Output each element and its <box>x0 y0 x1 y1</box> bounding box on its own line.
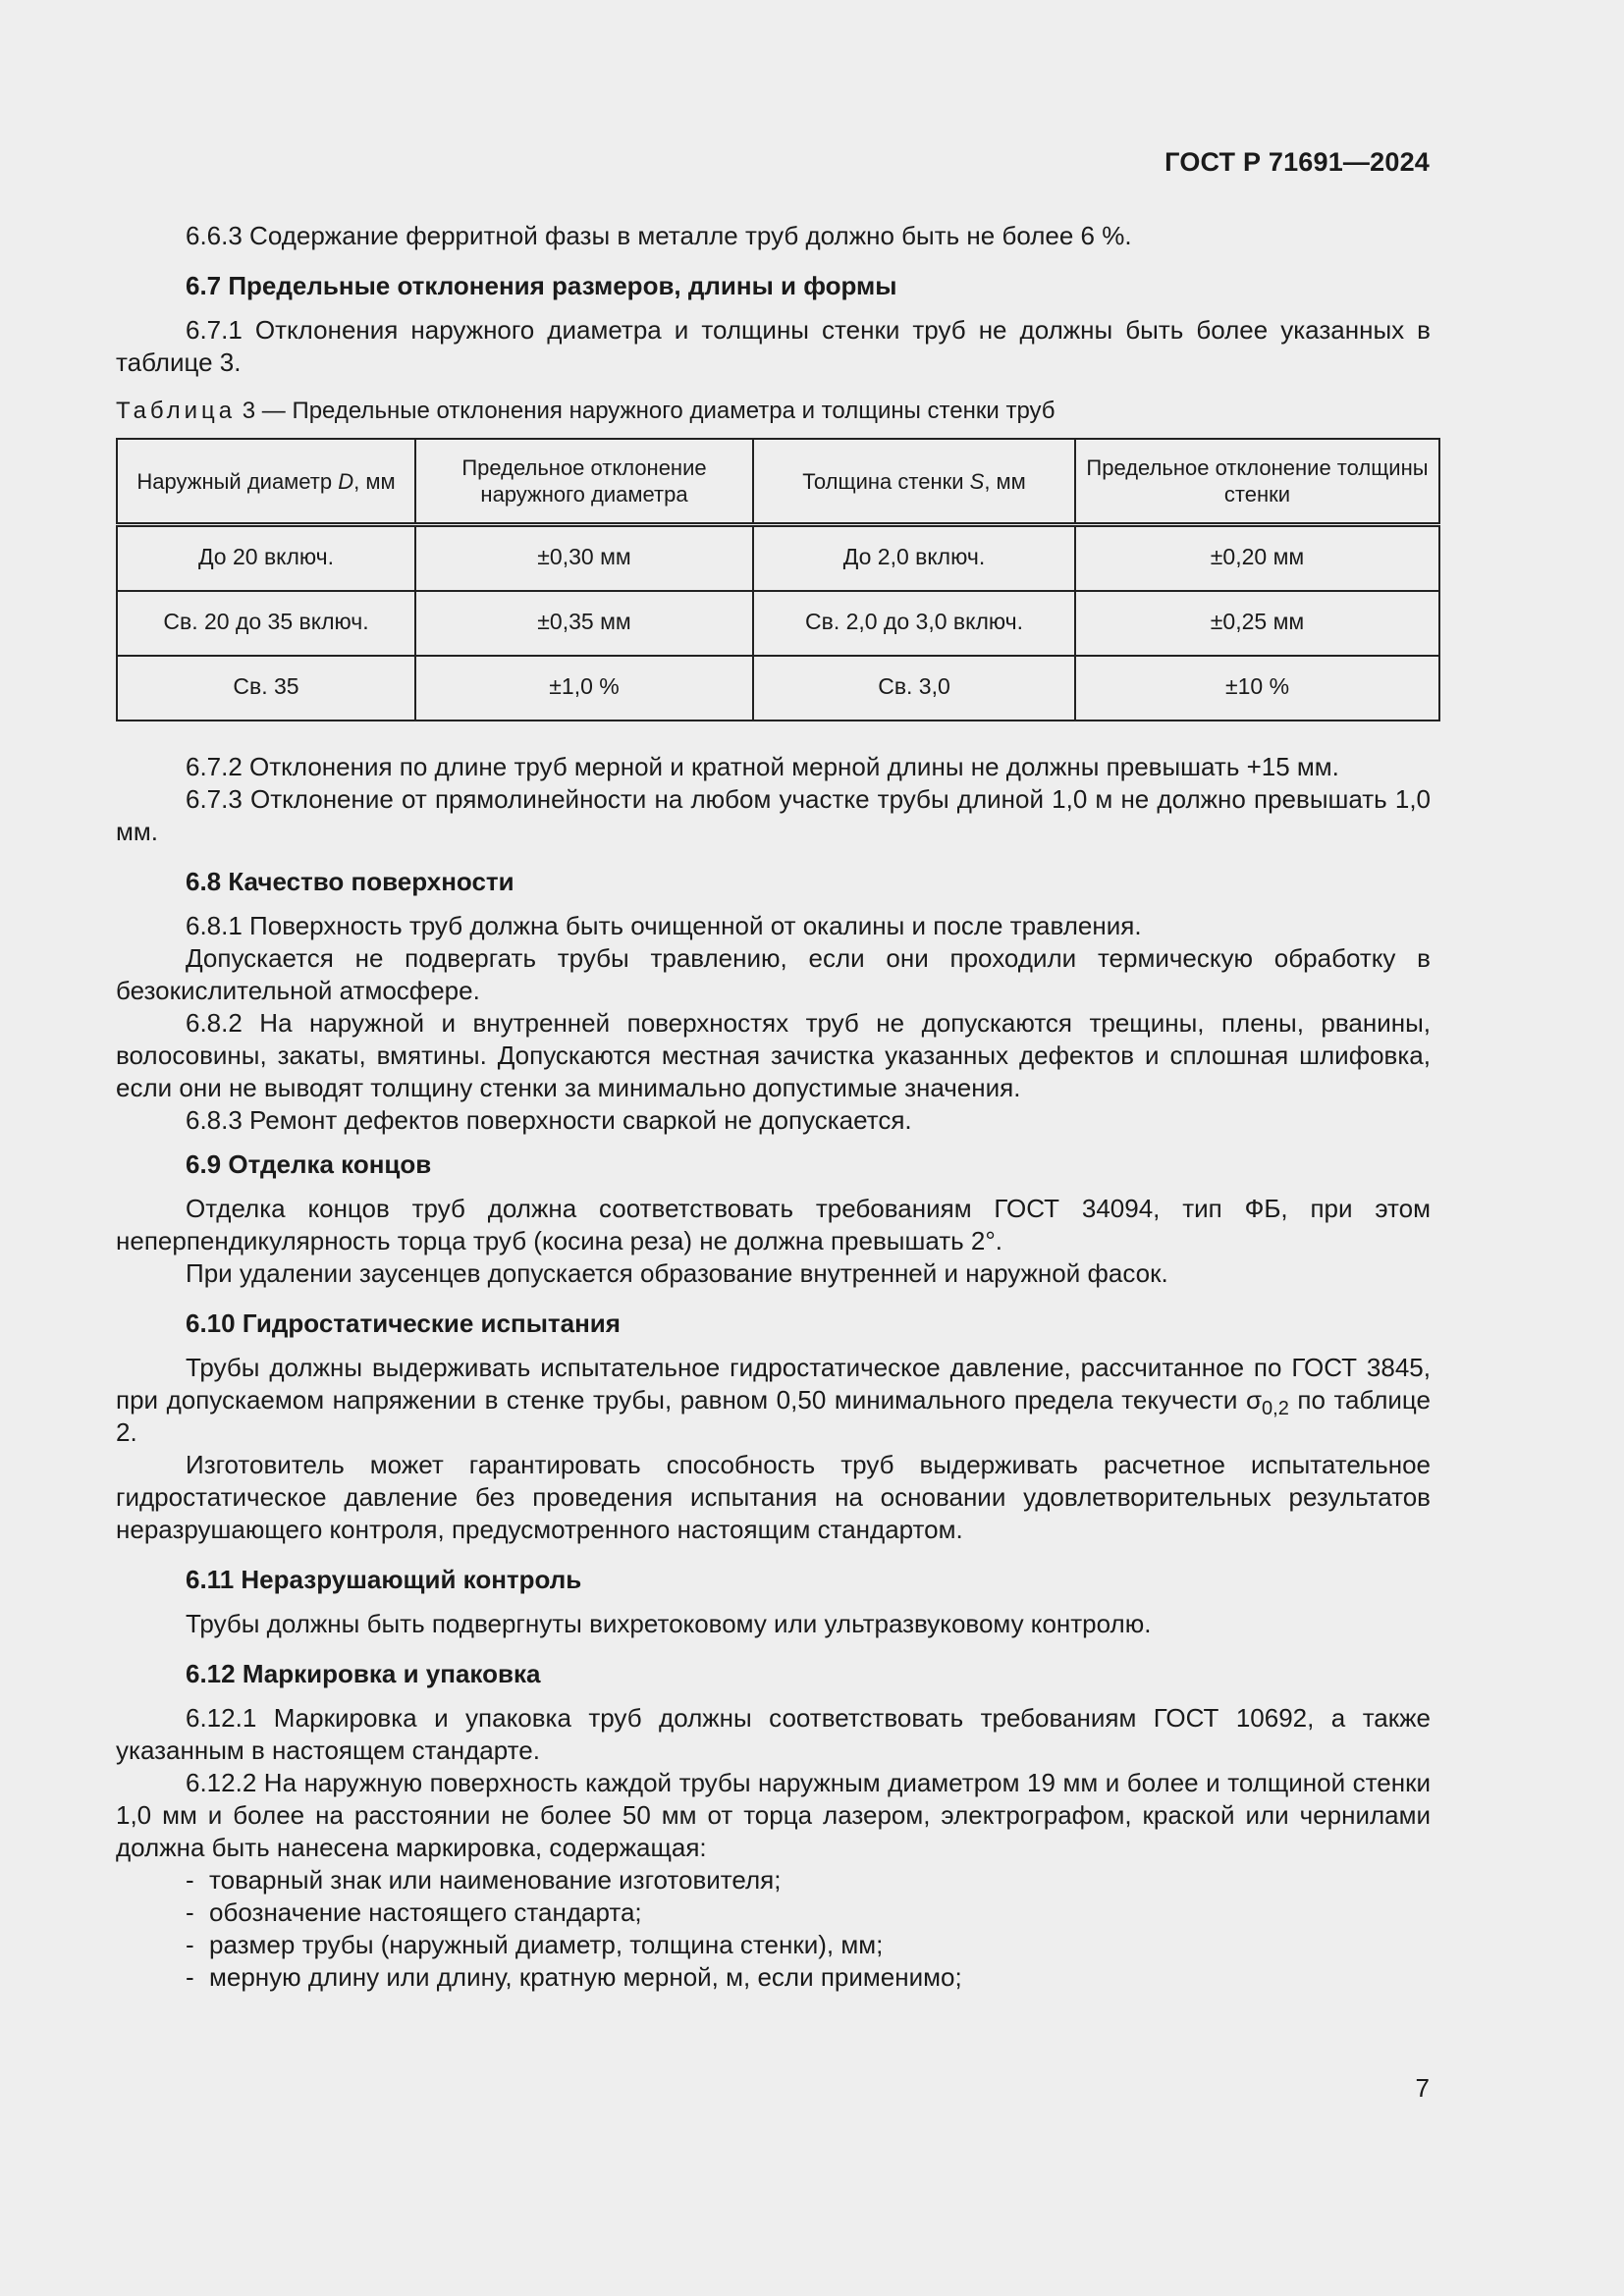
paragraph-6-7-1: 6.7.1 Отклонения наружного диаметра и толщины стенки труб не должны быть более указанных в таблице 3. <box>116 315 1431 377</box>
page-number: 7 <box>1415 2073 1430 2103</box>
paragraph-6-12-2: 6.12.2 На наружную поверхность каждой трубы наружным диаметром 19 мм и более и толщиной стенки 1,0 мм и более на расстоянии не более 50 мм от торца лазером, электрографом, краской или чернилами должна быть нанесена маркировка, содержащая: <box>116 1768 1431 1862</box>
paragraph-6-11: Трубы должны быть подвергнуты вихретоковому или ультразвуковому контролю. <box>186 1609 1152 1638</box>
paragraph-6-7-3: 6.7.3 Отклонение от прямолинейности на любом участке трубы длиной 1,0 м не должно превышать 1,0 мм. <box>116 784 1431 846</box>
table-cell: ±0,30 мм <box>415 525 753 592</box>
table-3-title: 3 — Предельные отклонения наружного диаметра и толщины стенки труб <box>236 398 1056 424</box>
list-item: - товарный знак или наименование изготовителя; <box>186 1865 782 1895</box>
table-header-row <box>117 439 1439 525</box>
table-cell: ±0,35 мм <box>415 591 753 656</box>
table-cell: Св. 2,0 до 3,0 включ. <box>753 591 1075 656</box>
table-cell: ±10 % <box>1075 656 1439 721</box>
table-3-caption <box>116 397 1431 426</box>
table-row <box>117 525 1439 592</box>
paragraph-6-8-2: 6.8.2 На наружной и внутренней поверхностях труб не допускаются трещины, плены, рванины, волосовины, закаты, вмятины. Допускаются местная зачистка указанных дефектов и сплошная шлифовка, если они не выводят толщину стенки за минимально допустимые значения. <box>116 1008 1431 1102</box>
paragraph-6-8-1-note: Допускается не подвергать трубы травлению, если они проходили термическую обработку в безокислительной атмосфере. <box>116 943 1431 1005</box>
heading-6-10: 6.10 Гидростатические испытания <box>186 1308 621 1338</box>
paragraph-6-9-a: Отделка концов труб должна соответствовать требованиям ГОСТ 34094, тип ФБ, при этом неперпендикулярность торца труб (косина реза) не должна превышать 2°. <box>116 1194 1431 1255</box>
header-outer-diameter: Наружный диаметр D, мм <box>117 439 415 525</box>
header-diameter-deviation: Предельное отклонение наружного диаметра <box>415 439 753 525</box>
table-cell: Св. 35 <box>117 656 415 721</box>
paragraph-6-10-a: Трубы должны выдерживать испытательное гидростатическое давление, рассчитанное по ГОСТ 3845, при допускаемом напряжении в стенке трубы, равном 0,50 минимального предела текучести $\sigma_{0,2}$ по таблице 2. <box>116 1353 1431 1447</box>
heading-6-8: 6.8 Качество поверхности <box>186 867 514 896</box>
list-item: - обозначение настоящего стандарта; <box>186 1897 642 1927</box>
table-3 <box>116 438 1440 721</box>
document-code: ГОСТ Р 71691—2024 <box>1164 147 1430 177</box>
table-cell: ±1,0 % <box>415 656 753 721</box>
table-cell: Св. 3,0 <box>753 656 1075 721</box>
table-cell: ±0,25 мм <box>1075 591 1439 656</box>
header-thickness-deviation: Предельное отклонение толщины стенки <box>1075 439 1439 525</box>
table-cell: Св. 20 до 35 включ. <box>117 591 415 656</box>
document-body <box>116 220 1431 1994</box>
paragraph-6-9-b: При удалении заусенцев допускается образование внутренней и наружной фасок. <box>186 1258 1168 1288</box>
table-row <box>117 656 1439 721</box>
table-cell: До 20 включ. <box>117 525 415 592</box>
paragraph-6-6-3: 6.6.3 Содержание ферритной фазы в металле труб должно быть не более 6 %. <box>186 221 1132 250</box>
paragraph-6-8-3: 6.8.3 Ремонт дефектов поверхности сваркой не допускается. <box>186 1105 912 1135</box>
table-cell: ±0,20 мм <box>1075 525 1439 592</box>
paragraph-6-10-b: Изготовитель может гарантировать способность труб выдерживать расчетное испытательное гидростатическое давление без проведения испытания на основании удовлетворительных результатов неразрушающего контроля, предусмотренного настоящим стандартом. <box>116 1450 1431 1544</box>
heading-6-12: 6.12 Маркировка и упаковка <box>186 1659 541 1688</box>
paragraph-6-7-2: 6.7.2 Отклонения по длине труб мерной и кратной мерной длины не должны превышать +15 мм. <box>186 752 1339 781</box>
table-3-label: Таблица <box>116 398 237 424</box>
heading-6-7: 6.7 Предельные отклонения размеров, длины и формы <box>186 271 897 300</box>
list-item: - размер трубы (наружный диаметр, толщина стенки), мм; <box>186 1930 884 1959</box>
paragraph-6-8-1: 6.8.1 Поверхность труб должна быть очищенной от окалины и после травления. <box>186 911 1142 940</box>
heading-6-9: 6.9 Отделка концов <box>186 1149 432 1179</box>
table-cell: До 2,0 включ. <box>753 525 1075 592</box>
header-wall-thickness: Толщина стенки S, мм <box>753 439 1075 525</box>
heading-6-11: 6.11 Неразрушающий контроль <box>186 1565 582 1594</box>
list-item: - мерную длину или длину, кратную мерной, м, если применимо; <box>186 1962 962 1992</box>
table-row <box>117 591 1439 656</box>
paragraph-6-12-1: 6.12.1 Маркировка и упаковка труб должны соответствовать требованиям ГОСТ 10692, а также указанным в настоящем стандарте. <box>116 1703 1431 1765</box>
